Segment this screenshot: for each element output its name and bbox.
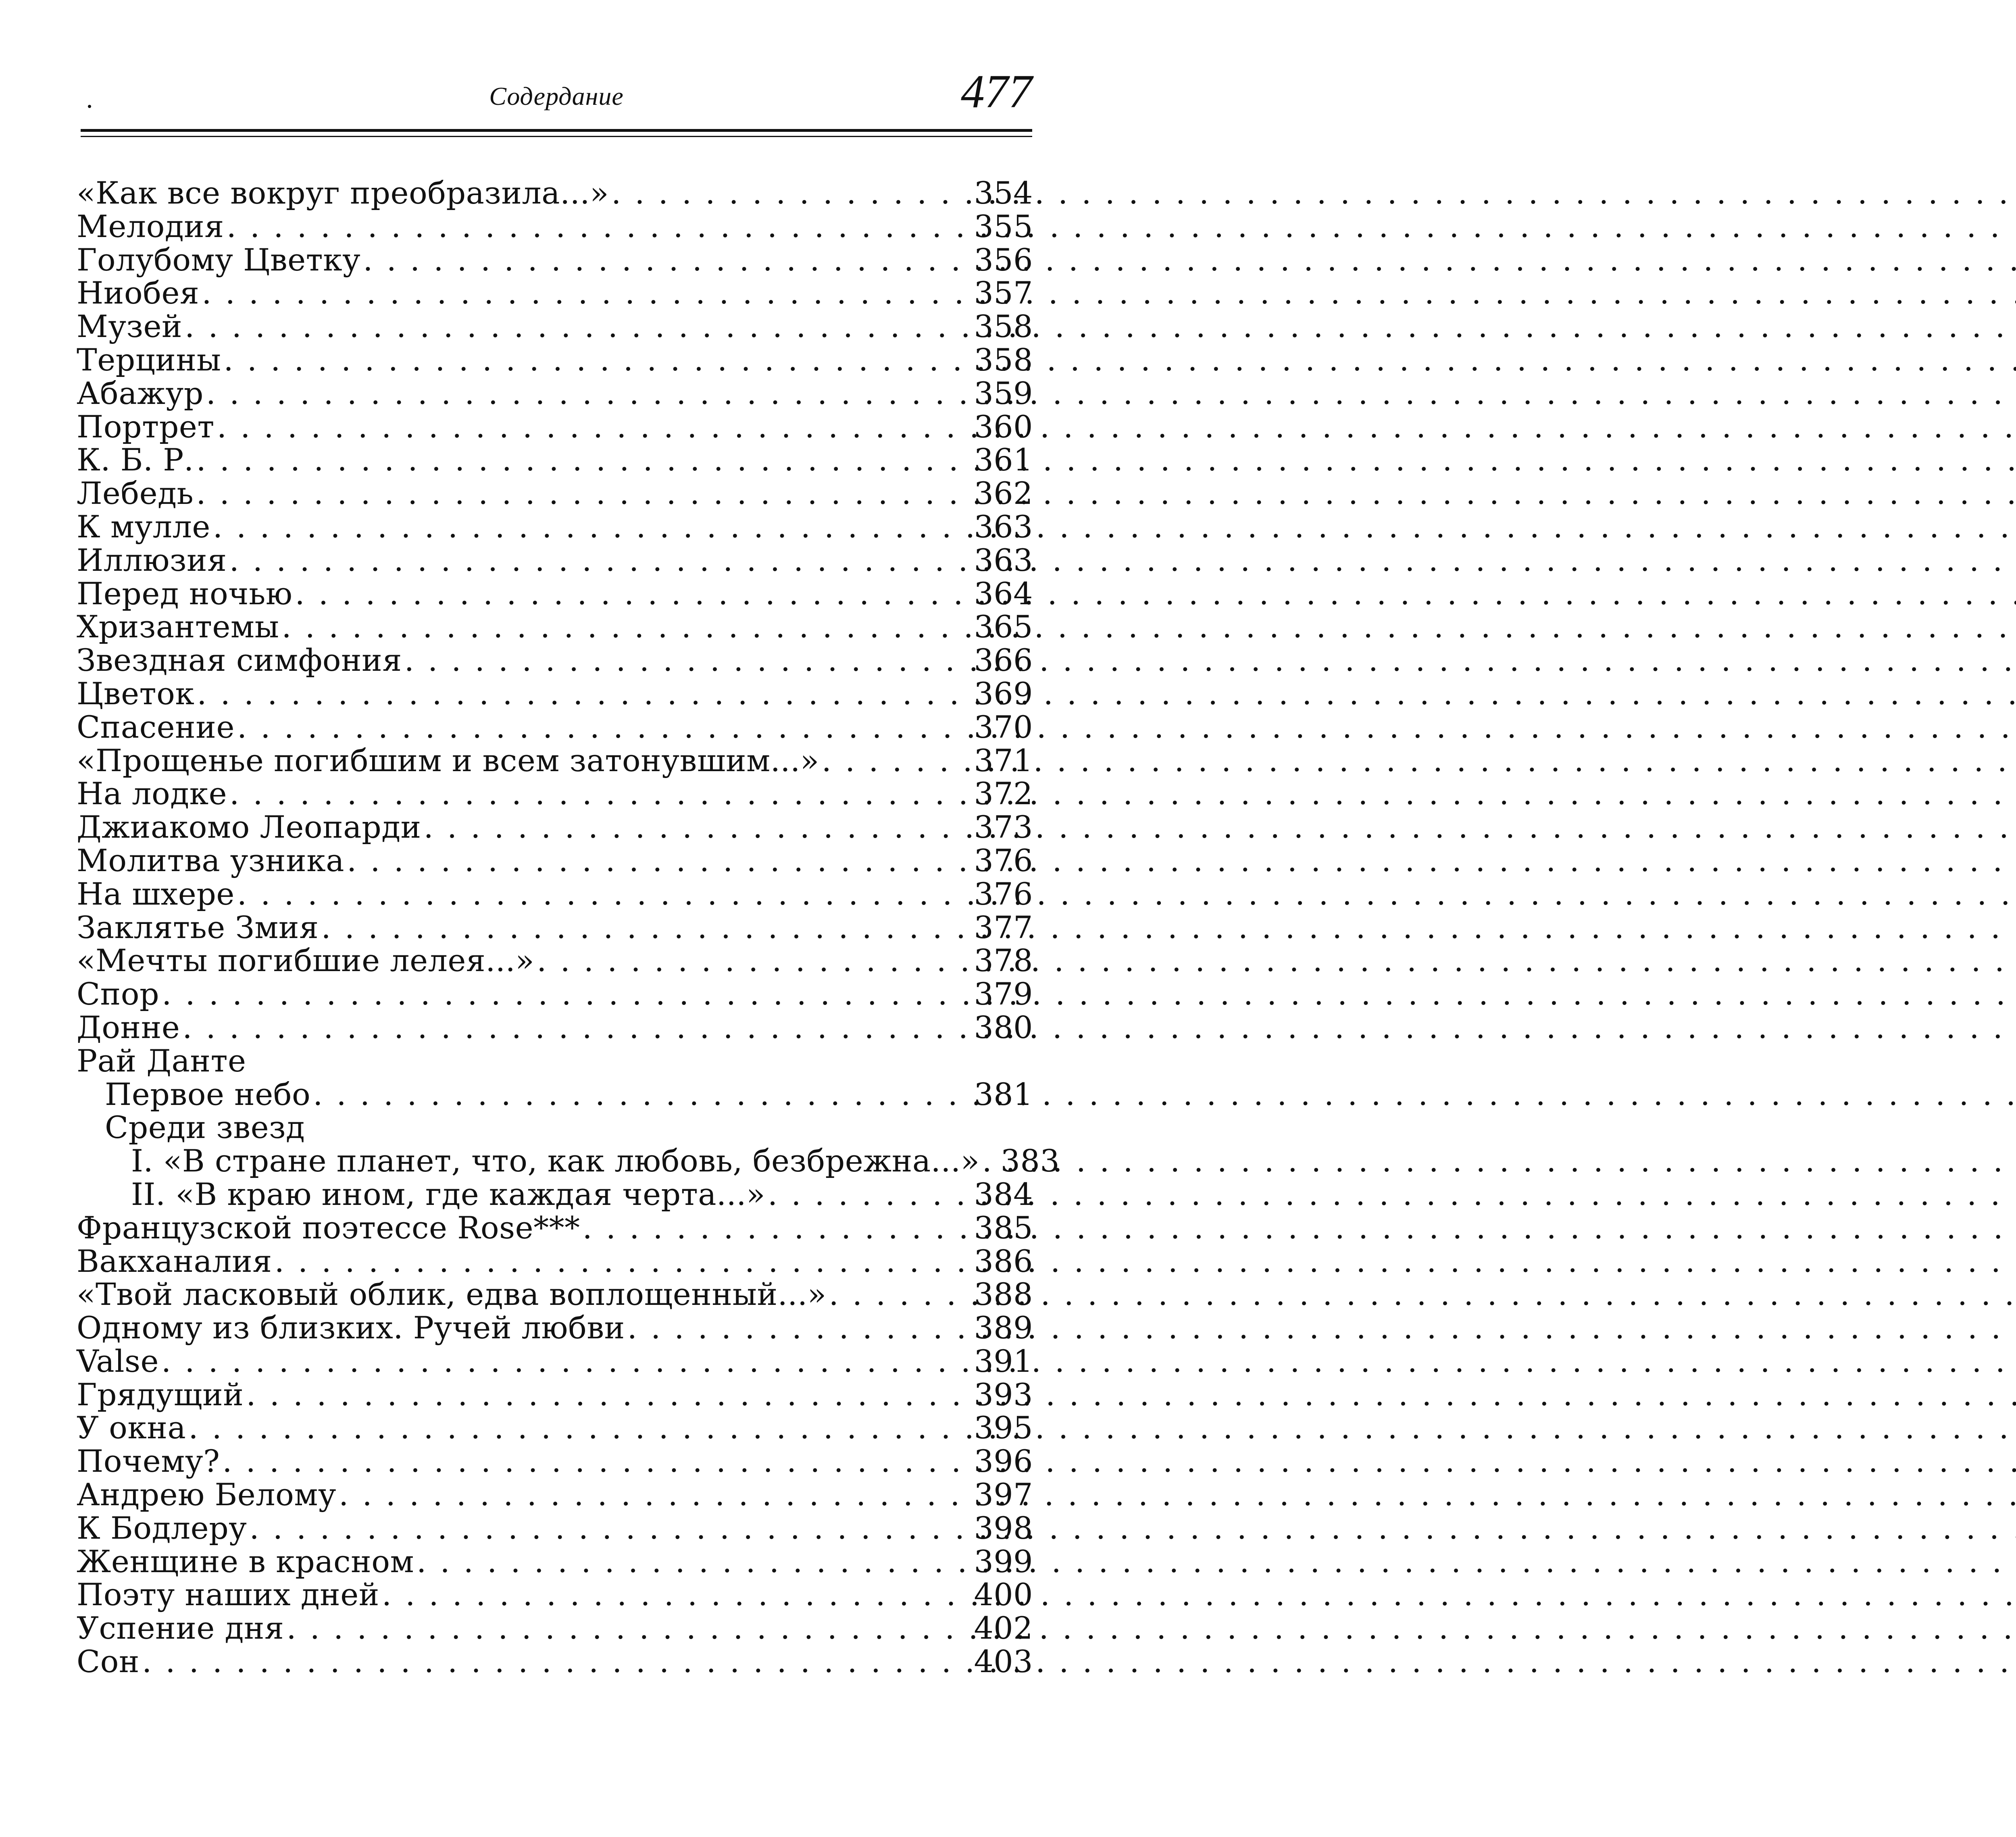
toc-entry-page: 357 — [974, 275, 1033, 311]
toc-entry-title: Первое небо — [105, 1076, 311, 1112]
toc-entry-title: «Прощенье погибшим и всем затонувшим...» — [77, 742, 819, 778]
toc-entry — [77, 310, 1033, 343]
toc-entry-page: 400 — [974, 1577, 1033, 1613]
running-header — [81, 64, 1032, 125]
toc-entry-page: 378 — [974, 942, 1033, 979]
dot-leader — [185, 310, 971, 343]
dot-leader — [229, 544, 972, 577]
dot-leader — [142, 1645, 971, 1679]
dot-leader — [162, 978, 971, 1011]
dot-leader — [583, 1211, 972, 1245]
toc-entry-title: Мелодия — [77, 208, 224, 244]
dot-leader — [627, 1311, 972, 1345]
dot-leader — [417, 1545, 971, 1579]
dot-leader — [188, 1411, 971, 1445]
toc-entry — [77, 544, 1033, 577]
toc-entry-title: Лебедь — [77, 475, 194, 512]
dot-leader — [275, 1245, 972, 1278]
dot-leader — [250, 1512, 972, 1545]
header-rule-thick — [81, 129, 1032, 132]
toc-entry-title: Музей — [77, 308, 183, 345]
toc-entry-title: Французской поэтессе Rose*** — [77, 1209, 580, 1246]
toc-entry-page: 369 — [974, 675, 1033, 711]
toc-entry-title: Почему? — [77, 1443, 220, 1479]
toc-entry-title: Одному из близких. Ручей любви — [77, 1310, 625, 1346]
toc-entry-title: У окна — [77, 1410, 186, 1446]
toc-entry-page: 403 — [974, 1644, 1033, 1680]
toc-entry-page: 363 — [974, 542, 1033, 578]
running-title: Содердание — [489, 82, 624, 110]
dot-leader — [611, 177, 971, 210]
toc-entry — [77, 610, 1033, 644]
toc-entry-title: Вакханалия — [77, 1243, 272, 1279]
toc-entry — [77, 377, 1033, 410]
toc-entry-page: 361 — [974, 442, 1033, 478]
toc-entry — [77, 777, 1033, 811]
toc-entry — [77, 1044, 1033, 1078]
dot-leader — [982, 1144, 998, 1178]
toc-entry-page: 376 — [974, 842, 1033, 878]
toc-entry — [77, 1478, 1033, 1512]
toc-entry-title: Рай Данте — [77, 1042, 246, 1079]
toc-entry-title: Цветок — [77, 675, 195, 711]
toc-entry-page: 377 — [974, 909, 1033, 945]
toc-entry-page: 363 — [974, 508, 1033, 545]
toc-entry — [77, 243, 1033, 277]
dot-leader — [339, 1478, 971, 1512]
toc-entry-page: 388 — [974, 1276, 1033, 1313]
dot-leader — [286, 1612, 971, 1645]
toc-entry — [77, 677, 1033, 711]
toc-entry-page: 395 — [974, 1410, 1033, 1446]
toc-entry-page: 360 — [974, 408, 1033, 445]
toc-entry — [77, 1445, 1033, 1478]
toc-entry — [77, 1378, 1033, 1412]
toc-entry — [77, 277, 1033, 310]
toc-entry — [77, 1545, 1033, 1579]
toc-entry — [77, 978, 1033, 1011]
toc-entry-page: 364 — [974, 575, 1033, 612]
toc-entry-page: 370 — [974, 709, 1033, 745]
toc-entry-page: 380 — [974, 1009, 1033, 1045]
toc-entry-title: Успение дня — [77, 1610, 284, 1646]
toc-entry-page: 362 — [974, 475, 1033, 512]
toc-entry — [77, 744, 1033, 778]
toc-entry — [77, 477, 1033, 510]
toc-entry — [77, 510, 1033, 544]
dot-leader — [424, 811, 972, 844]
dot-leader — [237, 878, 972, 911]
dot-leader — [237, 711, 971, 744]
toc-entry — [77, 1345, 1033, 1378]
dot-leader — [404, 644, 972, 677]
dot-leader — [347, 844, 971, 878]
toc-entry — [77, 443, 1033, 477]
toc-entry-page: 358 — [974, 341, 1033, 378]
toc-entry-page: 358 — [974, 308, 1033, 345]
toc-entry — [77, 878, 1033, 911]
dot-leader — [829, 1278, 972, 1311]
dot-leader — [537, 944, 971, 978]
toc-entry-title: Абажур — [77, 375, 204, 411]
page-number: 477 — [961, 65, 1032, 118]
toc-entry-title: Терцины — [77, 341, 221, 378]
toc-entry-page: 402 — [974, 1610, 1033, 1646]
toc-entry-title: Спасение — [77, 709, 235, 745]
toc-entry-page: 356 — [974, 241, 1033, 278]
dot-leader — [182, 1011, 971, 1044]
toc-entry-page: 393 — [974, 1376, 1033, 1413]
toc-entry-page: 391 — [974, 1343, 1033, 1379]
dot-leader — [246, 1378, 971, 1412]
toc-entry-title: Valse — [77, 1343, 159, 1379]
toc-entry-title: «Твой ласковый облик, едва воплощенный...» — [77, 1276, 827, 1313]
toc-entry-title: Перед ночью — [77, 575, 293, 612]
toc-entry-title: Донне — [77, 1009, 180, 1045]
toc-entry — [77, 1211, 1033, 1245]
table-of-contents — [77, 175, 1060, 1680]
toc-entry — [77, 1078, 1033, 1111]
toc-entry — [77, 1578, 1033, 1612]
toc-entry-page: 386 — [974, 1243, 1033, 1279]
toc-entry — [77, 410, 1033, 444]
dot-leader — [206, 377, 972, 410]
toc-entry — [77, 1011, 1033, 1044]
toc-entry — [77, 911, 1033, 945]
dot-leader — [313, 1078, 971, 1111]
toc-entry-page: 396 — [974, 1443, 1033, 1479]
toc-entry-title: Иллюзия — [77, 542, 227, 578]
toc-entry-page: 385 — [974, 1209, 1033, 1246]
toc-entry — [77, 1143, 1060, 1179]
toc-entry-title: «Как все вокруг преобразила...» — [77, 175, 609, 211]
toc-entry-title: Молитва узника — [77, 842, 345, 878]
toc-entry — [77, 944, 1033, 978]
toc-entry-page: 355 — [974, 208, 1033, 244]
toc-entry — [77, 177, 1033, 210]
dot-leader — [213, 510, 972, 544]
toc-entry-title: Портрет — [77, 408, 215, 445]
toc-entry-page: 397 — [974, 1477, 1033, 1513]
dot-leader — [229, 777, 971, 811]
toc-entry-title: Спор — [77, 976, 160, 1012]
toc-entry — [77, 1311, 1033, 1345]
toc-entry-title: Звездная симфония — [77, 642, 402, 678]
toc-entry — [77, 1411, 1033, 1445]
toc-entry-title: Андрею Белому — [77, 1477, 337, 1513]
toc-entry-title: К Бодлеру — [77, 1510, 247, 1546]
toc-entry-title: Поэту наших дней — [77, 1577, 379, 1613]
toc-entry — [77, 811, 1033, 844]
dot-leader — [227, 210, 972, 243]
toc-entry-title: Грядущий — [77, 1376, 244, 1413]
toc-entry-page: 379 — [974, 976, 1033, 1012]
toc-entry — [77, 644, 1033, 677]
toc-entry-page: 389 — [974, 1310, 1033, 1346]
toc-entry-page: 376 — [974, 876, 1033, 912]
toc-entry-page: 399 — [974, 1543, 1033, 1579]
dot-leader — [295, 577, 972, 611]
dot-leader — [321, 911, 972, 945]
toc-entry — [77, 1645, 1033, 1679]
toc-entry-page: 373 — [974, 809, 1033, 845]
toc-entry-page: 381 — [974, 1076, 1033, 1112]
dot-leader — [197, 677, 971, 711]
toc-entry — [77, 1278, 1033, 1311]
toc-entry — [77, 1512, 1033, 1545]
dot-leader — [196, 443, 972, 477]
toc-entry-page: 383 — [1000, 1143, 1060, 1179]
toc-entry-title: Заклятье Змия — [77, 909, 319, 945]
toc-entry-title: К мулле — [77, 508, 210, 545]
toc-entry-title: Хризантемы — [77, 609, 279, 645]
toc-entry — [77, 711, 1033, 744]
toc-entry-title: Ниобея — [77, 275, 200, 311]
toc-entry — [77, 577, 1033, 611]
toc-entry-title: I. «В стране планет, что, как любовь, безбрежна...» — [131, 1143, 980, 1179]
dot-leader — [161, 1345, 971, 1378]
toc-entry — [77, 210, 1033, 243]
dot-leader — [217, 410, 972, 444]
toc-entry — [77, 1178, 1033, 1211]
toc-entry — [77, 1111, 1033, 1144]
toc-entry-title: Среди звезд — [105, 1109, 305, 1146]
toc-entry-title: Женщине в красном — [77, 1543, 414, 1579]
toc-entry — [77, 844, 1033, 878]
toc-entry-title: К. Б. Р. — [77, 442, 194, 478]
dot-leader — [196, 477, 971, 510]
toc-entry-title: На шхере — [77, 876, 235, 912]
toc-entry-page: 372 — [974, 776, 1033, 812]
toc-entry — [77, 343, 1033, 377]
dot-leader — [281, 610, 971, 644]
toc-entry-page: 398 — [974, 1510, 1033, 1546]
toc-entry-title: Голубому Цветку — [77, 241, 361, 278]
toc-entry-page: 359 — [974, 375, 1033, 411]
dot-leader — [202, 277, 971, 310]
dot-leader — [222, 1445, 971, 1478]
toc-entry — [77, 1245, 1033, 1278]
dot-leader — [382, 1578, 972, 1612]
toc-entry-page: 384 — [974, 1176, 1033, 1212]
toc-entry-page: 371 — [974, 742, 1033, 778]
toc-entry-title: II. «В краю ином, где каждая черта...» — [131, 1176, 766, 1212]
toc-entry-title: Джиакомо Леопарди — [77, 809, 421, 845]
dot-leader — [224, 343, 972, 377]
dot-leader — [363, 243, 971, 277]
dot-leader — [822, 744, 972, 778]
toc-entry-title: «Мечты погибшие лелея...» — [77, 942, 535, 979]
toc-entry-title: Сон — [77, 1644, 140, 1680]
toc-entry — [77, 1612, 1033, 1645]
toc-entry-page: 366 — [974, 642, 1033, 678]
header-rule-thin — [81, 136, 1032, 137]
dot-leader — [768, 1178, 971, 1211]
toc-entry-title: На лодке — [77, 776, 227, 812]
toc-entry-page: 354 — [974, 175, 1033, 211]
toc-entry-page: 365 — [974, 609, 1033, 645]
